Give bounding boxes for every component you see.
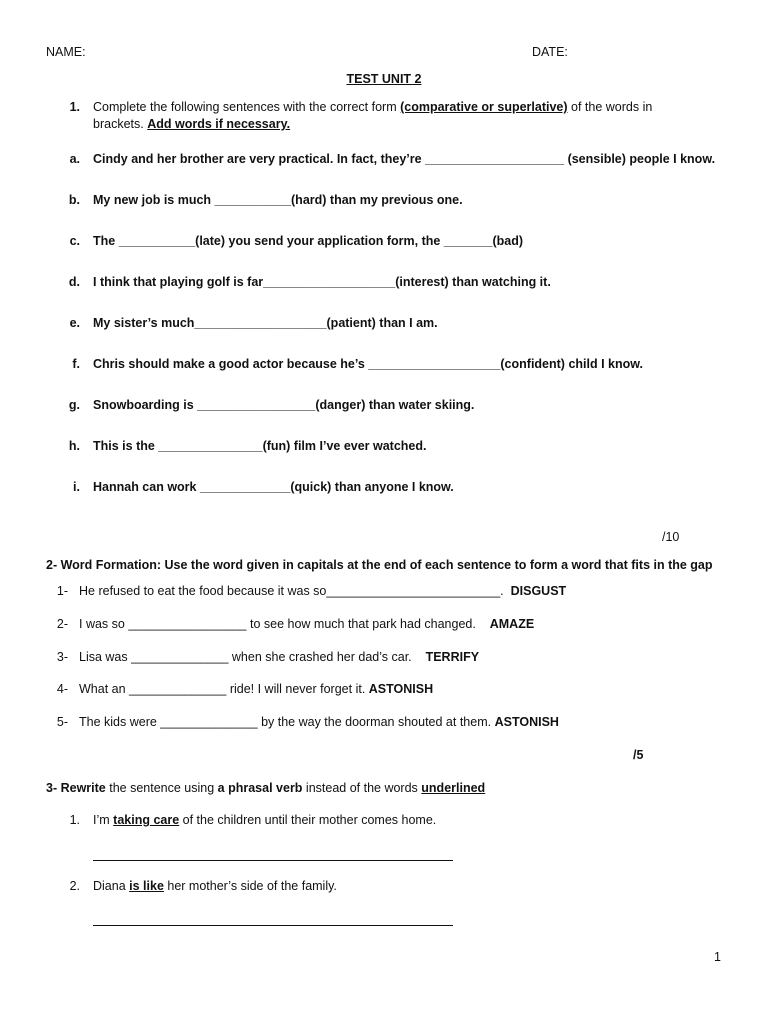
item-text: of the children until their mother comes home. bbox=[182, 813, 437, 827]
item-text: her mother’s side of the family. bbox=[167, 879, 337, 893]
item-letter: b. bbox=[68, 193, 80, 207]
section-3-title bbox=[46, 781, 485, 795]
item-underlined: taking care bbox=[113, 813, 180, 827]
item-letter: h. bbox=[68, 439, 80, 453]
item-letter: g. bbox=[68, 398, 80, 412]
item-text: Lisa was ______________ when she crashed her dad’s car. bbox=[79, 650, 412, 664]
item-content bbox=[79, 682, 433, 696]
item-letter: e. bbox=[69, 316, 80, 330]
score-section-2: /5 bbox=[633, 748, 644, 762]
answer-line[interactable] bbox=[93, 860, 453, 861]
section-1-number: 1. bbox=[69, 100, 80, 114]
instr-text: brackets. bbox=[93, 117, 144, 131]
instr-underlined: Add words if necessary. bbox=[147, 117, 291, 131]
item-underlined: is like bbox=[129, 879, 164, 893]
item-text: This is the _______________(fun) film I’ve ever watched. bbox=[93, 439, 427, 453]
item-letter: a. bbox=[69, 152, 80, 166]
item-text: I think that playing golf is far___________________(interest) than watching it. bbox=[93, 275, 551, 289]
item-letter: f. bbox=[72, 357, 80, 371]
item-word: ASTONISH bbox=[494, 715, 559, 729]
item-text: The ___________(late) you send your application form, the _______(bad) bbox=[93, 234, 524, 248]
item-number: 2- bbox=[56, 617, 68, 631]
item-number: 1. bbox=[69, 813, 80, 827]
item-letter: i. bbox=[73, 480, 80, 494]
page-number: 1 bbox=[714, 950, 721, 964]
item-word: TERRIFY bbox=[425, 650, 480, 664]
instr-text-end: of the words in bbox=[571, 100, 653, 114]
item-number: 2. bbox=[69, 879, 80, 893]
answer-line[interactable] bbox=[93, 925, 453, 926]
title-text: the sentence using bbox=[109, 781, 215, 795]
item-text: Cindy and her brother are very practical. In fact, they’re ____________________ (sensible) people I know. bbox=[93, 152, 716, 166]
instr-text: Complete the following sentences with the correct form bbox=[93, 100, 397, 114]
score-section-1: /10 bbox=[662, 530, 680, 544]
section-2-title: 2- Word Formation: Use the word given in capitals at the end of each sentence to form a word that fits in the gap bbox=[46, 558, 713, 572]
item-content bbox=[93, 879, 337, 893]
item-word: AMAZE bbox=[489, 617, 535, 631]
title-underlined: underlined bbox=[421, 781, 486, 795]
item-text: Hannah can work _____________(quick) than anyone I know. bbox=[93, 480, 454, 494]
item-text: Snowboarding is _________________(danger) than water skiing. bbox=[93, 398, 475, 412]
item-content bbox=[79, 584, 566, 598]
item-text: What an ______________ ride! I will never forget it. bbox=[79, 682, 366, 696]
item-content bbox=[79, 650, 479, 664]
item-number: 5- bbox=[56, 715, 68, 729]
item-text: My new job is much ___________(hard) than my previous one. bbox=[93, 193, 463, 207]
item-content bbox=[79, 617, 534, 631]
item-word: DISGUST bbox=[510, 584, 567, 598]
title-bold: 3- Rewrite bbox=[46, 781, 106, 795]
item-text: He refused to eat the food because it was so_________________________. bbox=[79, 584, 504, 598]
item-content bbox=[93, 813, 436, 827]
item-text: My sister’s much___________________(patient) than I am. bbox=[93, 316, 438, 330]
instr-underlined: (comparative or superlative) bbox=[400, 100, 568, 114]
item-text: The kids were ______________ by the way the doorman shouted at them. bbox=[79, 715, 492, 729]
item-text: I’m bbox=[93, 813, 110, 827]
item-text: Diana bbox=[93, 879, 126, 893]
title-text: instead of the words bbox=[305, 781, 418, 795]
item-content bbox=[79, 715, 559, 729]
section-1-instructions bbox=[93, 100, 652, 114]
item-number: 1- bbox=[56, 584, 68, 598]
item-text: I was so _________________ to see how much that park had changed. bbox=[79, 617, 476, 631]
item-number: 4- bbox=[56, 682, 68, 696]
section-1-instructions-line2 bbox=[93, 117, 290, 131]
item-number: 3- bbox=[56, 650, 68, 664]
item-word: ASTONISH bbox=[368, 682, 434, 696]
date-label: DATE: bbox=[532, 45, 568, 59]
title-bold: a phrasal verb bbox=[217, 781, 303, 795]
page-title: TEST UNIT 2 bbox=[346, 72, 422, 86]
item-text: Chris should make a good actor because he’s ___________________(confident) child I know. bbox=[93, 357, 643, 371]
name-label: NAME: bbox=[46, 45, 86, 59]
item-letter: c. bbox=[69, 234, 80, 248]
item-letter: d. bbox=[68, 275, 80, 289]
